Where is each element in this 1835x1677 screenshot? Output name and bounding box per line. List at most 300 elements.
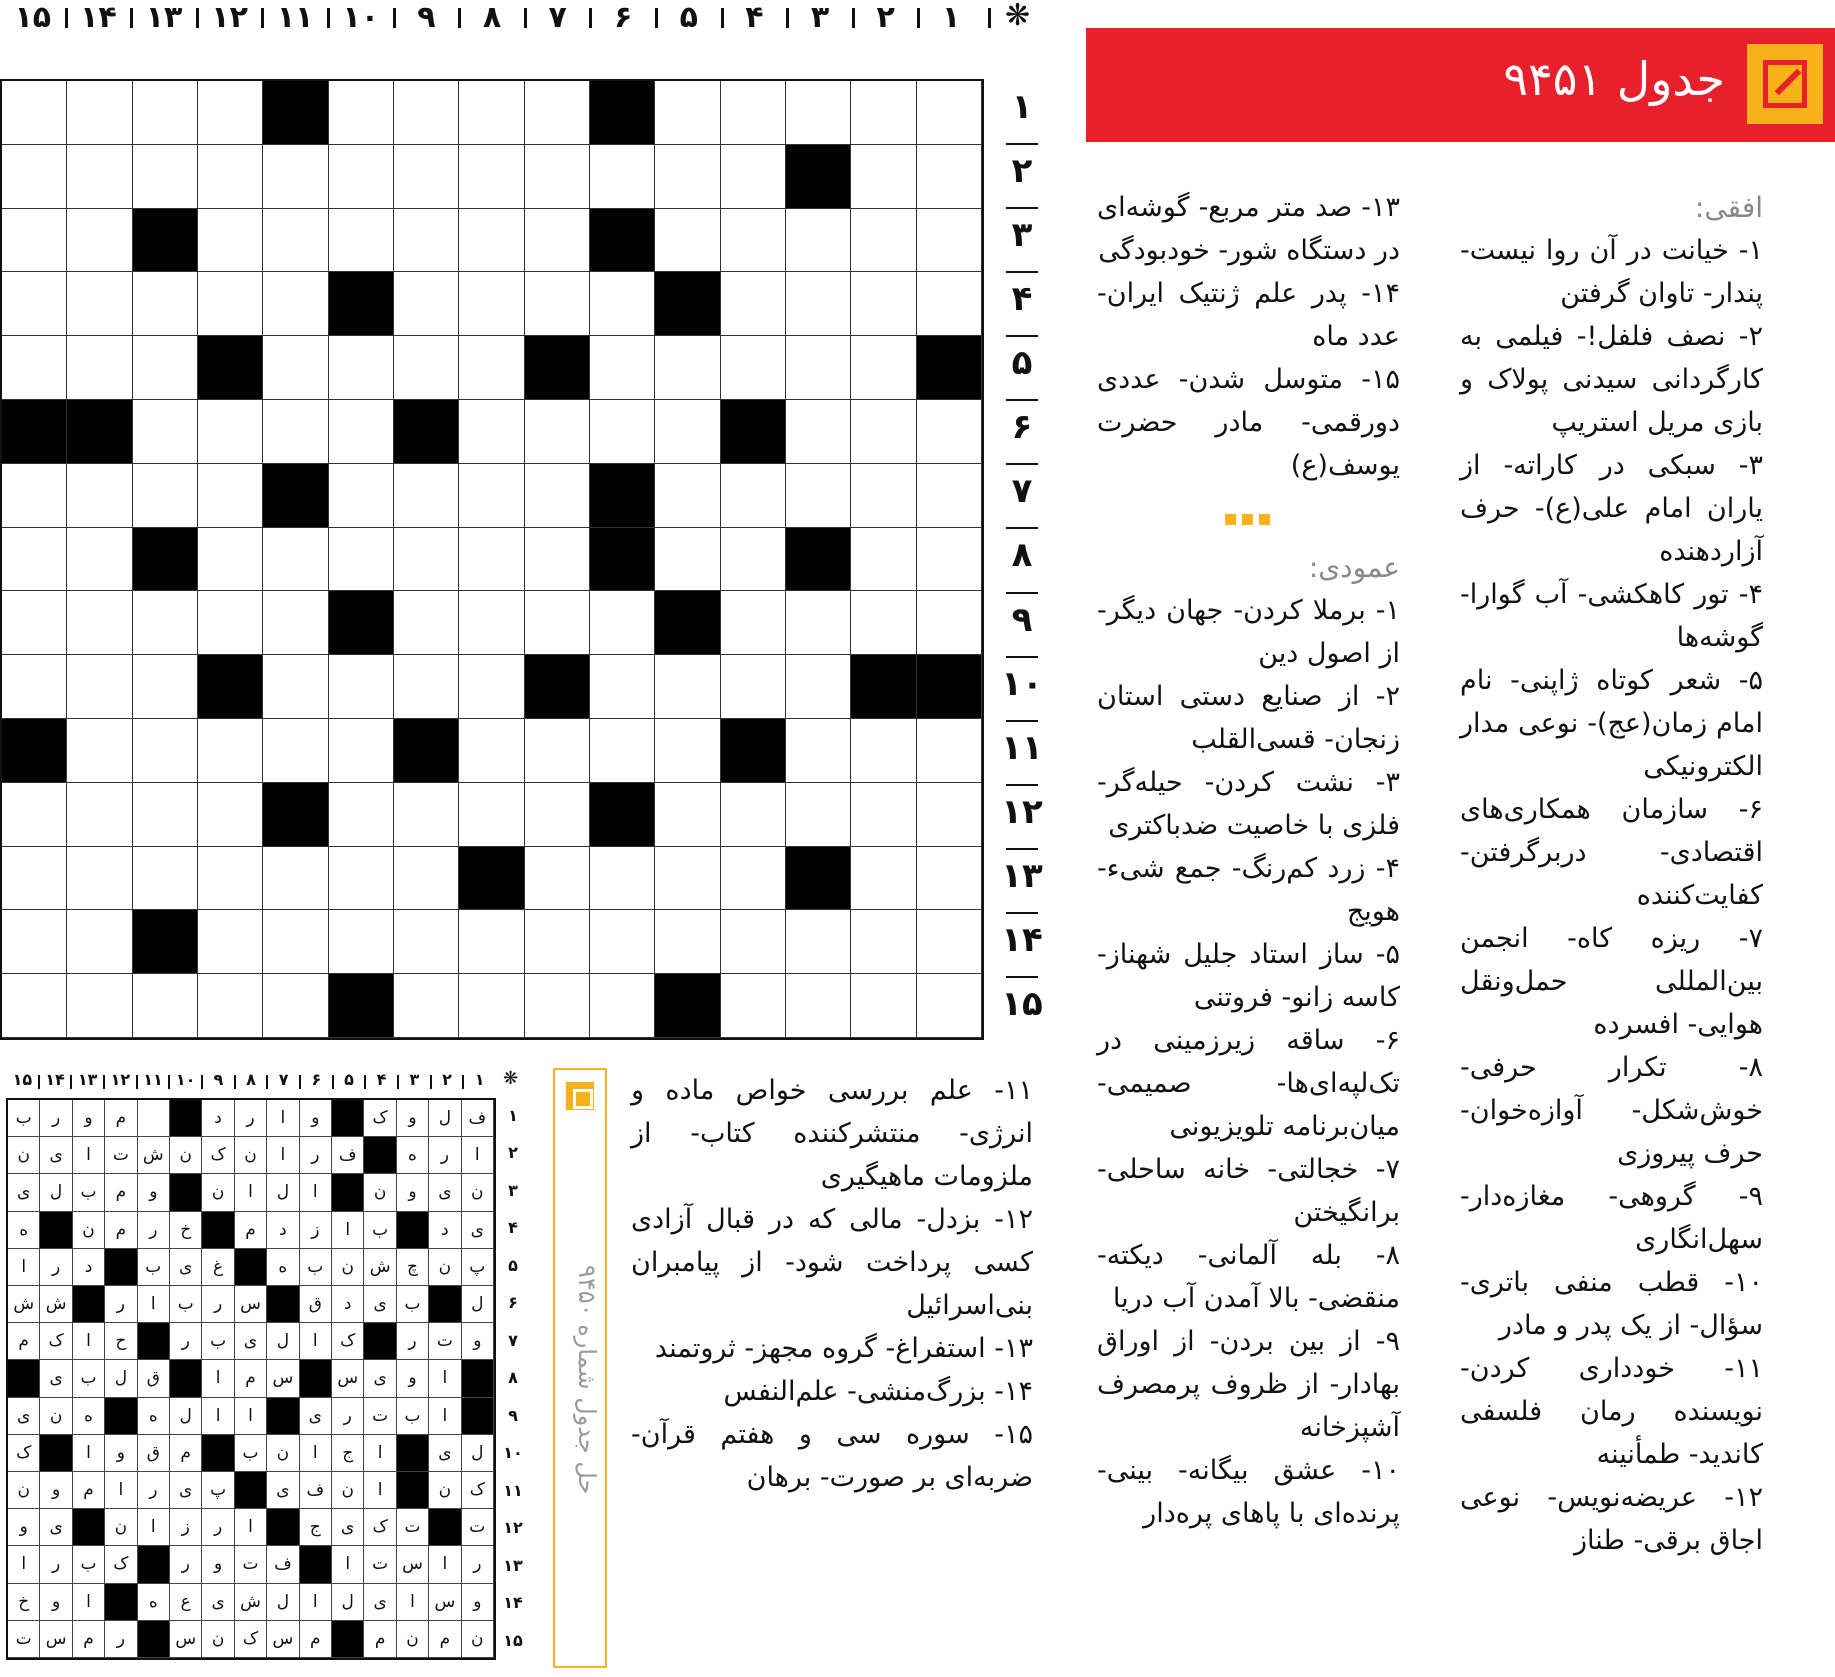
empty-cell[interactable]: [459, 910, 524, 974]
row-separator: [1006, 784, 1038, 786]
solution-column-number: ۱۵: [12, 1070, 33, 1089]
empty-cell[interactable]: [459, 719, 524, 783]
solution-cell: ر: [170, 1546, 202, 1583]
empty-cell[interactable]: [329, 145, 394, 209]
solution-cell: ل: [40, 1174, 72, 1211]
solution-cell: ن: [462, 1174, 494, 1211]
empty-cell[interactable]: [67, 655, 132, 719]
column-number: ۷: [548, 0, 567, 35]
black-cell: [525, 655, 590, 719]
solution-cell: ن: [8, 1137, 40, 1174]
solution-cell: م: [364, 1621, 396, 1658]
empty-cell[interactable]: [721, 847, 786, 911]
empty-cell[interactable]: [655, 209, 720, 273]
solution-cell: ر: [40, 1100, 72, 1137]
empty-cell[interactable]: [394, 974, 459, 1038]
solution-cell: م: [105, 1174, 137, 1211]
empty-cell[interactable]: [721, 974, 786, 1038]
empty-cell[interactable]: [590, 847, 655, 911]
empty-cell[interactable]: [263, 528, 328, 592]
empty-cell[interactable]: [459, 655, 524, 719]
solution-black-cell: [300, 1546, 332, 1583]
empty-cell[interactable]: [851, 145, 916, 209]
empty-cell[interactable]: [198, 910, 263, 974]
empty-cell[interactable]: [721, 81, 786, 145]
solution-cell: ه: [8, 1212, 40, 1249]
solution-cell: د: [332, 1286, 364, 1323]
empty-cell[interactable]: [525, 591, 590, 655]
empty-cell[interactable]: [655, 655, 720, 719]
solution-cell: ر: [397, 1323, 429, 1360]
empty-cell[interactable]: [459, 783, 524, 847]
empty-cell[interactable]: [2, 974, 67, 1038]
empty-cell[interactable]: [851, 336, 916, 400]
empty-cell[interactable]: [329, 81, 394, 145]
empty-cell[interactable]: [198, 81, 263, 145]
solution-column-number: ۴: [376, 1070, 387, 1089]
empty-cell[interactable]: [721, 655, 786, 719]
empty-cell[interactable]: [198, 464, 263, 528]
empty-cell[interactable]: [394, 272, 459, 336]
empty-cell[interactable]: [329, 719, 394, 783]
row-separator: [1006, 143, 1038, 145]
empty-cell[interactable]: [394, 145, 459, 209]
solution-cell: ل: [429, 1100, 461, 1137]
solution-cell: ی: [40, 1137, 72, 1174]
solution-column-number: ۲: [442, 1070, 452, 1089]
solution-cell: ت: [364, 1398, 396, 1435]
empty-cell[interactable]: [263, 655, 328, 719]
black-cell: [2, 719, 67, 783]
empty-cell[interactable]: [590, 145, 655, 209]
empty-cell[interactable]: [590, 591, 655, 655]
empty-cell[interactable]: [394, 847, 459, 911]
black-cell: [786, 145, 851, 209]
empty-cell[interactable]: [133, 336, 198, 400]
solution-cell: ن: [202, 1621, 234, 1658]
empty-cell[interactable]: [67, 974, 132, 1038]
empty-cell[interactable]: [786, 209, 851, 273]
solution-cell: ا: [267, 1137, 299, 1174]
empty-cell[interactable]: [590, 974, 655, 1038]
empty-cell[interactable]: [721, 209, 786, 273]
empty-cell[interactable]: [329, 528, 394, 592]
empty-cell[interactable]: [851, 847, 916, 911]
solution-black-cell: [8, 1360, 40, 1397]
black-cell: [655, 272, 720, 336]
empty-cell[interactable]: [198, 400, 263, 464]
solution-cell: و: [300, 1100, 332, 1137]
solution-cell: ه: [267, 1249, 299, 1286]
empty-cell[interactable]: [917, 464, 982, 528]
empty-cell[interactable]: [263, 145, 328, 209]
empty-cell[interactable]: [655, 400, 720, 464]
empty-cell[interactable]: [851, 400, 916, 464]
solution-black-cell: [429, 1509, 461, 1546]
empty-cell[interactable]: [655, 910, 720, 974]
empty-cell[interactable]: [917, 528, 982, 592]
solution-column-number: ۱: [474, 1070, 485, 1089]
solution-black-cell: [267, 1509, 299, 1546]
empty-cell[interactable]: [394, 528, 459, 592]
solution-black-cell: [40, 1212, 72, 1249]
empty-cell[interactable]: [263, 910, 328, 974]
empty-cell[interactable]: [786, 464, 851, 528]
row-number: ۱۱: [1001, 727, 1043, 768]
solution-cell: س: [267, 1360, 299, 1397]
across-clue: ۷- ریزه کاه- انجمن بین‌المللی حمل‌ونقل هوایی- افسرده: [1460, 923, 1763, 1040]
solution-cell: د: [429, 1212, 461, 1249]
solution-cell: ت: [429, 1323, 461, 1360]
empty-cell[interactable]: [851, 719, 916, 783]
empty-cell[interactable]: [198, 719, 263, 783]
empty-cell[interactable]: [133, 464, 198, 528]
empty-cell[interactable]: [721, 783, 786, 847]
column-separator: [393, 8, 396, 28]
empty-cell[interactable]: [917, 591, 982, 655]
solution-cell: س: [40, 1621, 72, 1658]
empty-cell[interactable]: [459, 591, 524, 655]
empty-cell[interactable]: [786, 719, 851, 783]
empty-cell[interactable]: [721, 528, 786, 592]
row-separator: [1006, 207, 1038, 209]
empty-cell[interactable]: [2, 209, 67, 273]
empty-cell[interactable]: [2, 464, 67, 528]
column-separator: [65, 8, 68, 28]
empty-cell[interactable]: [525, 464, 590, 528]
solution-cell: م: [105, 1212, 137, 1249]
empty-cell[interactable]: [67, 847, 132, 911]
empty-cell[interactable]: [133, 655, 198, 719]
empty-cell[interactable]: [459, 145, 524, 209]
solution-cell: ا: [235, 1398, 267, 1435]
solution-cell: ل: [170, 1398, 202, 1435]
solution-cell: ف: [462, 1100, 494, 1137]
empty-cell[interactable]: [459, 209, 524, 273]
empty-cell[interactable]: [133, 272, 198, 336]
empty-cell[interactable]: [525, 719, 590, 783]
empty-cell[interactable]: [655, 336, 720, 400]
empty-cell[interactable]: [198, 209, 263, 273]
empty-cell[interactable]: [525, 400, 590, 464]
empty-cell[interactable]: [851, 272, 916, 336]
empty-cell[interactable]: [263, 209, 328, 273]
solution-cell: ن: [73, 1212, 105, 1249]
empty-cell[interactable]: [525, 847, 590, 911]
empty-cell[interactable]: [133, 81, 198, 145]
empty-cell[interactable]: [67, 272, 132, 336]
solution-cell: م: [235, 1360, 267, 1397]
column-separator: [327, 8, 330, 28]
solution-black-cell: [138, 1546, 170, 1583]
solution-cell: پ: [202, 1472, 234, 1509]
empty-cell[interactable]: [525, 910, 590, 974]
row-separator: [1006, 335, 1038, 337]
solution-cell: س: [267, 1621, 299, 1658]
solution-cell: د: [267, 1212, 299, 1249]
solution-cell: ا: [300, 1323, 332, 1360]
solution-black-cell: [73, 1286, 105, 1323]
empty-cell[interactable]: [394, 209, 459, 273]
row-number: ۱۵: [1001, 983, 1043, 1024]
empty-cell[interactable]: [2, 336, 67, 400]
empty-cell[interactable]: [394, 336, 459, 400]
empty-cell[interactable]: [394, 783, 459, 847]
empty-cell[interactable]: [67, 464, 132, 528]
empty-cell[interactable]: [329, 209, 394, 273]
empty-cell[interactable]: [655, 81, 720, 145]
empty-cell[interactable]: [590, 336, 655, 400]
empty-cell[interactable]: [917, 847, 982, 911]
empty-cell[interactable]: [133, 974, 198, 1038]
empty-cell[interactable]: [394, 464, 459, 528]
empty-cell[interactable]: [525, 209, 590, 273]
empty-cell[interactable]: [851, 464, 916, 528]
column-separator: [130, 8, 133, 28]
across-clue: ۵- شعر کوتاه ژاپنی- نام امام زمان(عج)- نوعی مدار الکترونیکی: [1460, 665, 1763, 782]
empty-cell[interactable]: [263, 591, 328, 655]
empty-cell[interactable]: [655, 464, 720, 528]
empty-cell[interactable]: [590, 272, 655, 336]
empty-cell[interactable]: [198, 591, 263, 655]
empty-cell[interactable]: [851, 81, 916, 145]
empty-cell[interactable]: [394, 655, 459, 719]
column-separator: [721, 8, 724, 28]
empty-cell[interactable]: [263, 336, 328, 400]
column-separator: [988, 8, 991, 28]
empty-cell[interactable]: [851, 528, 916, 592]
solution-cell: ا: [8, 1249, 40, 1286]
empty-cell[interactable]: [67, 145, 132, 209]
column-separator: [196, 8, 199, 28]
down-clue: ۵- ساز استاد جلیل شهناز- کاسه زانو- فروتنی: [1097, 939, 1400, 1013]
empty-cell[interactable]: [917, 910, 982, 974]
solution-cell: ز: [300, 1212, 332, 1249]
empty-cell[interactable]: [198, 974, 263, 1038]
solution-row-number: ۱۴: [503, 1593, 523, 1613]
empty-cell[interactable]: [133, 719, 198, 783]
black-cell: [133, 910, 198, 974]
empty-cell[interactable]: [786, 974, 851, 1038]
solution-cell: ا: [300, 1435, 332, 1472]
empty-cell[interactable]: [786, 400, 851, 464]
empty-cell[interactable]: [329, 400, 394, 464]
row-number: ۲: [1011, 151, 1033, 192]
empty-cell[interactable]: [655, 145, 720, 209]
empty-cell[interactable]: [263, 719, 328, 783]
solution-cell: ر: [138, 1472, 170, 1509]
empty-cell[interactable]: [67, 910, 132, 974]
empty-cell[interactable]: [67, 528, 132, 592]
empty-cell[interactable]: [394, 591, 459, 655]
empty-cell[interactable]: [917, 719, 982, 783]
down-clue: ۱۳- استفراغ- گروه مجهز- ثروتمند: [654, 1333, 1033, 1364]
solution-cell: ی: [202, 1584, 234, 1621]
empty-cell[interactable]: [459, 974, 524, 1038]
empty-cell[interactable]: [133, 591, 198, 655]
solution-cell: ن: [462, 1621, 494, 1658]
solution-black-cell: [138, 1621, 170, 1658]
empty-cell[interactable]: [67, 591, 132, 655]
empty-cell[interactable]: [721, 591, 786, 655]
empty-cell[interactable]: [917, 974, 982, 1038]
black-cell: [590, 209, 655, 273]
empty-cell[interactable]: [590, 910, 655, 974]
empty-cell[interactable]: [917, 209, 982, 273]
empty-cell[interactable]: [786, 783, 851, 847]
down-clue: ۹- از بین بردن- از اوراق بهادار- از ظروف پرمصرف آشپزخانه: [1097, 1326, 1400, 1443]
empty-cell[interactable]: [394, 910, 459, 974]
empty-cell[interactable]: [590, 655, 655, 719]
empty-cell[interactable]: [67, 336, 132, 400]
empty-cell[interactable]: [198, 272, 263, 336]
down-clue: ۳- نشت کردن- حیله‌گر- فلزی با خاصیت ضدباکتری: [1097, 767, 1400, 841]
black-cell: [590, 528, 655, 592]
empty-cell[interactable]: [329, 910, 394, 974]
empty-cell[interactable]: [917, 400, 982, 464]
solution-cell: ا: [429, 1546, 461, 1583]
solution-cell: ی: [8, 1174, 40, 1211]
empty-cell[interactable]: [394, 81, 459, 145]
empty-cell[interactable]: [459, 528, 524, 592]
empty-cell[interactable]: [459, 272, 524, 336]
empty-cell[interactable]: [198, 145, 263, 209]
down-clue: ۱۴- بزرگ‌منشی- علم‌النفس: [723, 1376, 1033, 1407]
empty-cell[interactable]: [2, 145, 67, 209]
solution-column-separator: [266, 1075, 268, 1089]
solution-cell: ح: [105, 1323, 137, 1360]
empty-cell[interactable]: [329, 336, 394, 400]
empty-cell[interactable]: [786, 336, 851, 400]
empty-cell[interactable]: [917, 145, 982, 209]
empty-cell[interactable]: [525, 272, 590, 336]
empty-cell[interactable]: [721, 910, 786, 974]
empty-cell[interactable]: [2, 910, 67, 974]
empty-cell[interactable]: [786, 655, 851, 719]
solution-cell: ن: [235, 1137, 267, 1174]
empty-cell[interactable]: [851, 974, 916, 1038]
solution-cell: ب: [235, 1435, 267, 1472]
empty-cell[interactable]: [67, 209, 132, 273]
empty-cell[interactable]: [917, 81, 982, 145]
empty-cell[interactable]: [329, 464, 394, 528]
empty-cell[interactable]: [2, 783, 67, 847]
empty-cell[interactable]: [459, 336, 524, 400]
empty-cell[interactable]: [2, 528, 67, 592]
empty-cell[interactable]: [655, 528, 720, 592]
solution-column-separator: [332, 1075, 334, 1089]
empty-cell[interactable]: [2, 591, 67, 655]
empty-cell[interactable]: [198, 783, 263, 847]
solution-column-separator: [38, 1075, 40, 1089]
down-clue: ۶- ساقه زیرزمینی در تک‌لپه‌ای‌ها- صمیمی- میان‌برنامه تلویزیونی: [1097, 1025, 1400, 1142]
black-cell: [917, 655, 982, 719]
solution-cell: ا: [332, 1212, 364, 1249]
empty-cell[interactable]: [459, 400, 524, 464]
empty-cell[interactable]: [721, 464, 786, 528]
empty-cell[interactable]: [851, 910, 916, 974]
empty-cell[interactable]: [851, 591, 916, 655]
empty-cell[interactable]: [655, 719, 720, 783]
empty-cell[interactable]: [590, 719, 655, 783]
empty-cell[interactable]: [786, 591, 851, 655]
solution-cell: ک: [364, 1100, 396, 1137]
solution-cell: ک: [202, 1137, 234, 1174]
empty-cell[interactable]: [263, 847, 328, 911]
row-separator: [1006, 592, 1038, 594]
empty-cell[interactable]: [329, 783, 394, 847]
empty-cell[interactable]: [525, 783, 590, 847]
empty-cell[interactable]: [133, 145, 198, 209]
empty-cell[interactable]: [721, 145, 786, 209]
solution-cell: ا: [73, 1323, 105, 1360]
empty-cell[interactable]: [133, 400, 198, 464]
solution-cell: ک: [8, 1435, 40, 1472]
crossword-grid: [0, 79, 984, 1040]
empty-cell[interactable]: [917, 272, 982, 336]
solution-column-separator: [462, 1075, 464, 1089]
empty-cell[interactable]: [263, 974, 328, 1038]
empty-cell[interactable]: [459, 464, 524, 528]
empty-cell[interactable]: [67, 783, 132, 847]
empty-cell[interactable]: [851, 783, 916, 847]
empty-cell[interactable]: [655, 847, 720, 911]
solution-cell: ب: [397, 1398, 429, 1435]
empty-cell[interactable]: [67, 719, 132, 783]
empty-cell[interactable]: [2, 847, 67, 911]
empty-cell[interactable]: [198, 847, 263, 911]
solution-cell: ل: [462, 1286, 494, 1323]
empty-cell[interactable]: [329, 655, 394, 719]
empty-cell[interactable]: [329, 847, 394, 911]
black-cell: [2, 400, 67, 464]
empty-cell[interactable]: [2, 655, 67, 719]
solution-black-cell: [332, 1174, 364, 1211]
empty-cell[interactable]: [917, 783, 982, 847]
empty-cell[interactable]: [721, 336, 786, 400]
solution-row-numbers: [498, 1098, 528, 1660]
solution-cell: د: [202, 1100, 234, 1137]
empty-cell[interactable]: [786, 81, 851, 145]
empty-cell[interactable]: [263, 272, 328, 336]
row-number: ۷: [1011, 471, 1033, 512]
solution-row-number: ۵: [508, 1255, 518, 1275]
black-cell: [590, 783, 655, 847]
empty-cell[interactable]: [198, 528, 263, 592]
solution-black-cell: [105, 1249, 137, 1286]
empty-cell[interactable]: [525, 81, 590, 145]
solution-cell: ج: [300, 1509, 332, 1546]
empty-cell[interactable]: [525, 974, 590, 1038]
empty-cell[interactable]: [786, 910, 851, 974]
column-separator: [458, 8, 461, 28]
solution-cell: و: [40, 1472, 72, 1509]
empty-cell[interactable]: [459, 81, 524, 145]
empty-cell[interactable]: [590, 400, 655, 464]
empty-cell[interactable]: [851, 209, 916, 273]
empty-cell[interactable]: [525, 528, 590, 592]
empty-cell[interactable]: [133, 847, 198, 911]
empty-cell[interactable]: [2, 272, 67, 336]
empty-cell[interactable]: [525, 145, 590, 209]
empty-cell[interactable]: [2, 81, 67, 145]
empty-cell[interactable]: [263, 400, 328, 464]
empty-cell[interactable]: [67, 81, 132, 145]
empty-cell[interactable]: [786, 272, 851, 336]
empty-cell[interactable]: [721, 272, 786, 336]
empty-cell[interactable]: [655, 783, 720, 847]
empty-cell[interactable]: [133, 783, 198, 847]
